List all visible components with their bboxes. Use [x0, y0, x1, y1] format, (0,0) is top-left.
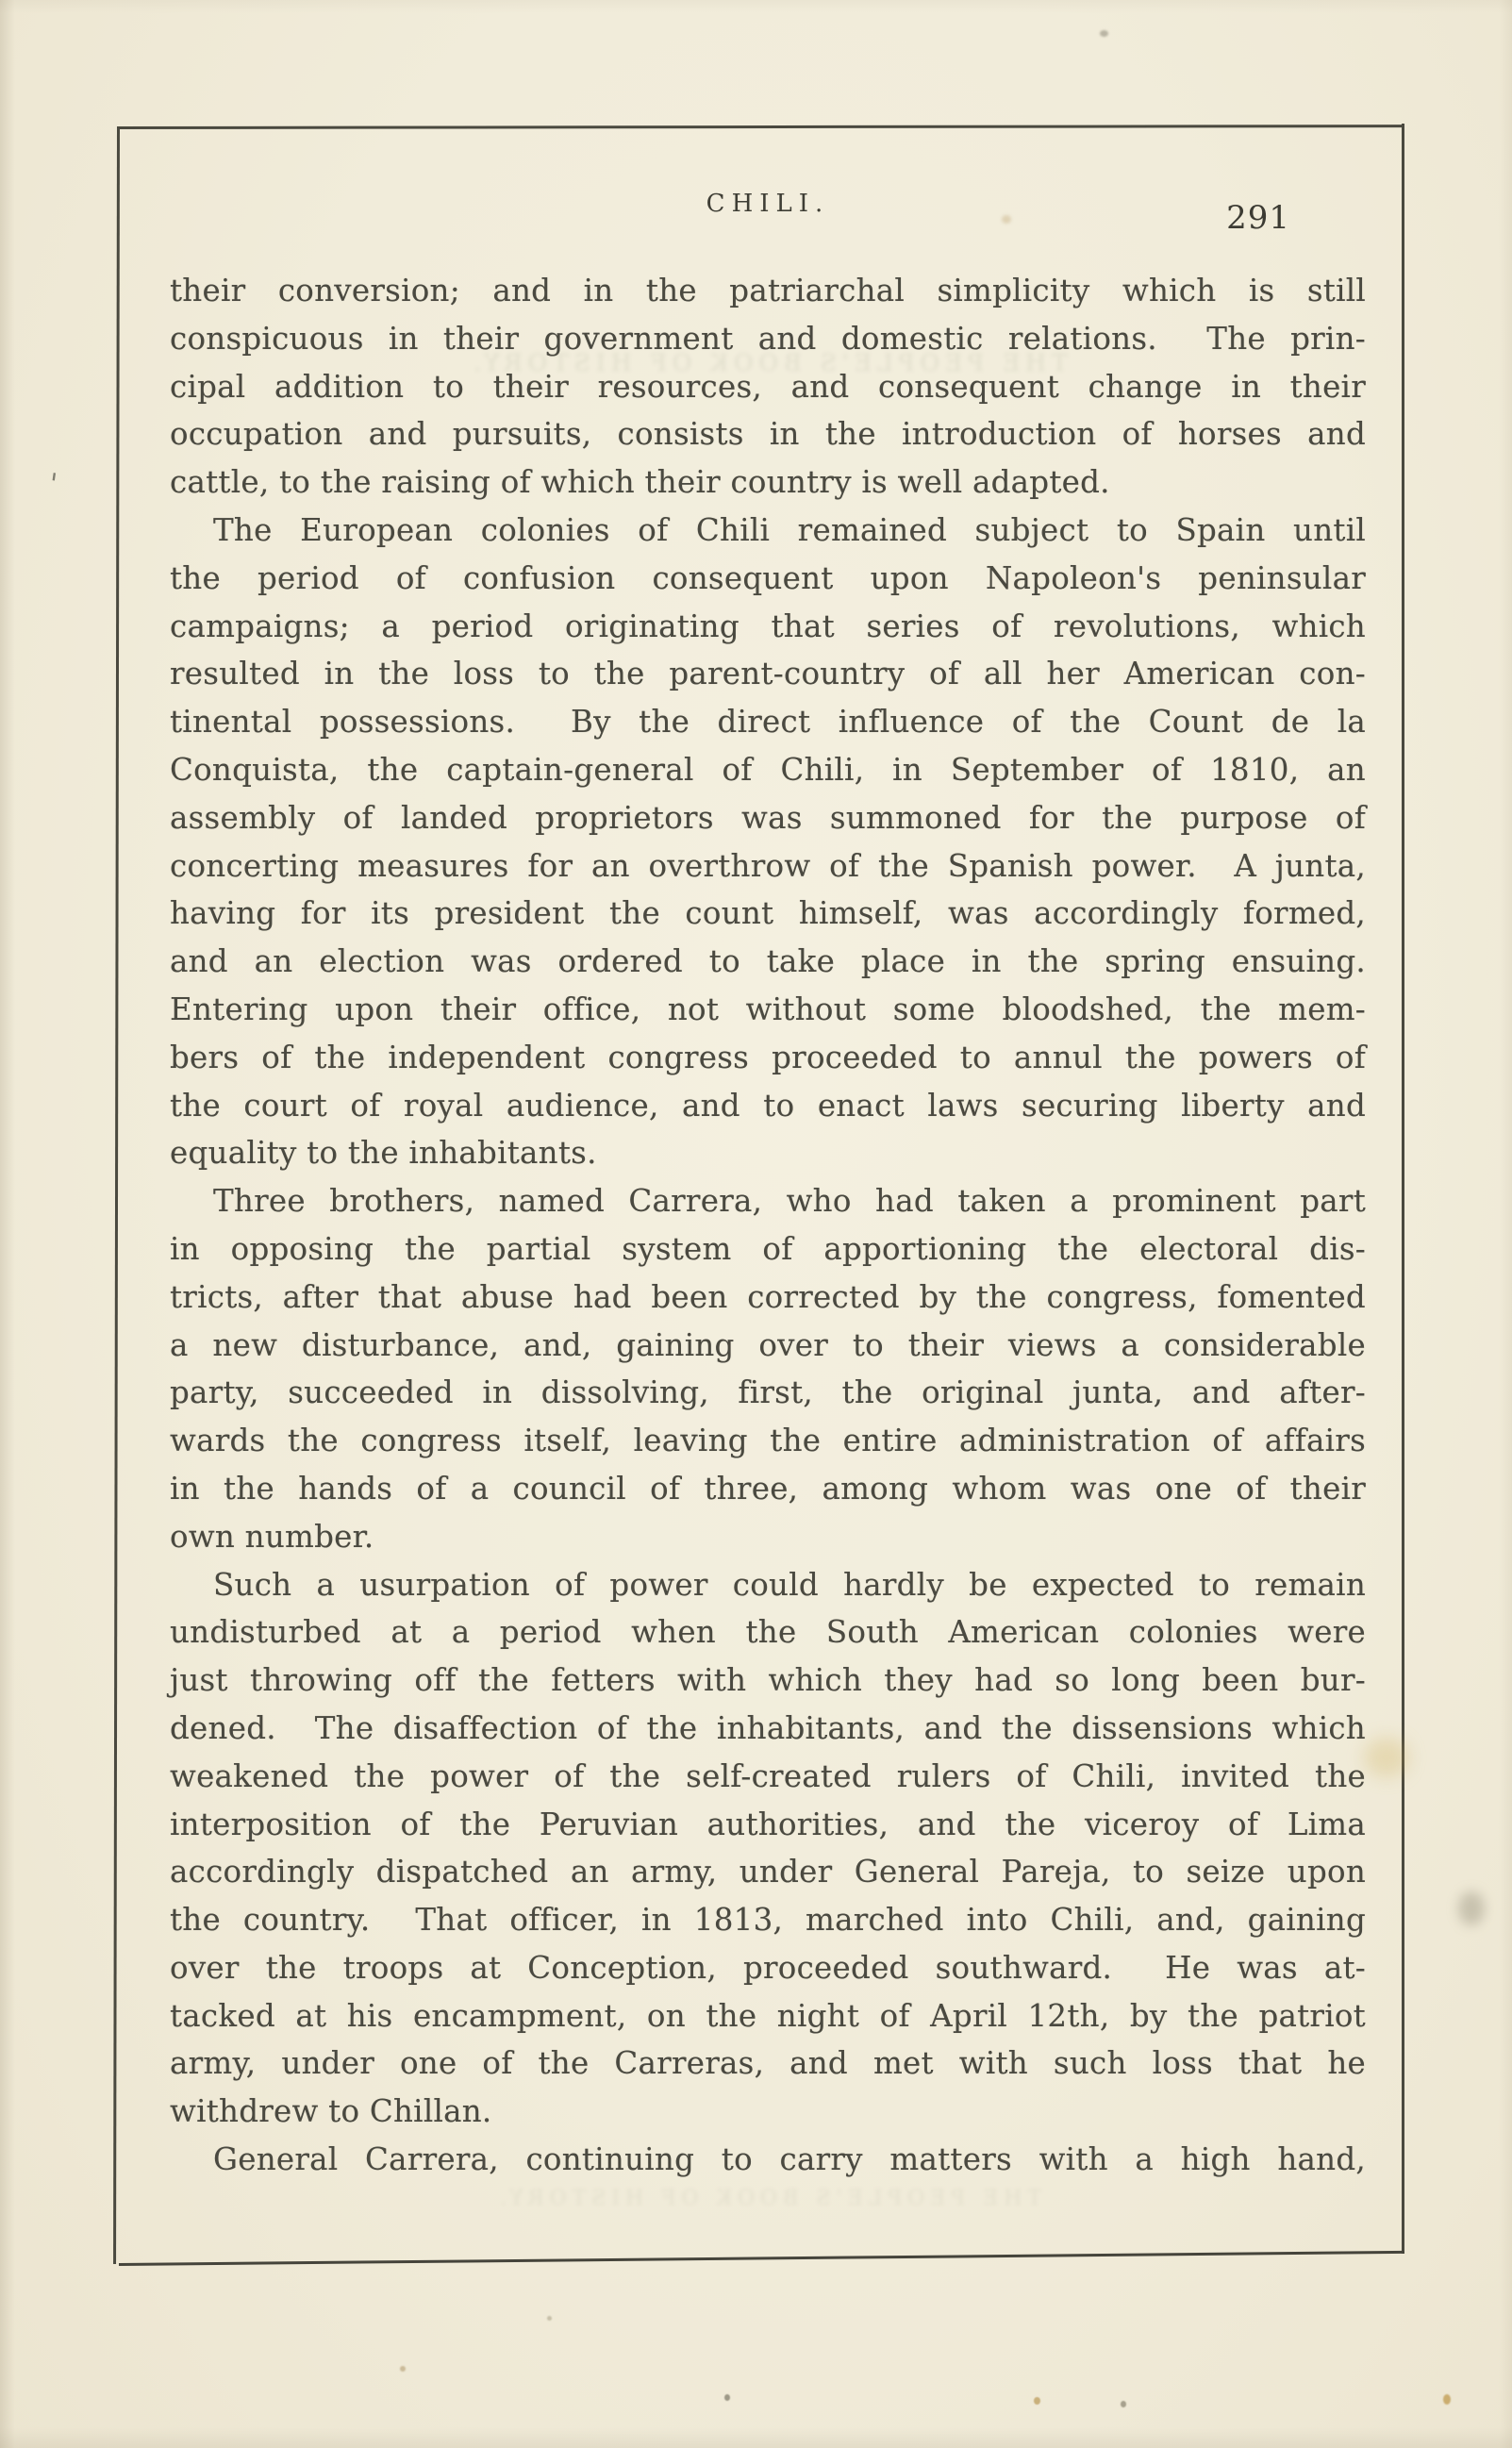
page-frame-top-rule — [117, 125, 1404, 129]
text-line-p2-l11: Entering upon their office, not without some bloodshed, the mem- — [170, 991, 1366, 1027]
text-line-p4-l12: withdrew to Chillan. — [170, 2093, 492, 2130]
text-line-p5-l1: General Carrera, continuing to carry matters with a high hand, — [213, 2141, 1366, 2178]
text-line-p4-l10: tacked at his encampment, on the night of April 12th, by the patriot — [170, 1997, 1366, 2034]
page-frame-left-rule — [113, 126, 120, 2264]
text-line-p2-l5: tinental possessions. By the direct influence of the Count de la — [170, 704, 1366, 741]
page-frame-right-rule — [1402, 124, 1404, 2254]
text-line-p4-l6: interposition of the Peruvian authorities, and the viceroy of Lima — [170, 1806, 1366, 1842]
text-line-p1-l3: cipal addition to their resources, and consequent change in their — [170, 368, 1366, 405]
text-line-p3-l1: Three brothers, named Carrera, who had taken a prominent part — [213, 1183, 1366, 1220]
text-line-p3-l7: in the hands of a council of three, among whom was one of their — [170, 1470, 1366, 1507]
text-line-p3-l6: wards the congress itself, leaving the entire administration of affairs — [170, 1423, 1366, 1459]
paper-speck — [1002, 215, 1011, 224]
text-line-p2-l7: assembly of landed proprietors was summoned for the purpose of — [170, 799, 1366, 836]
text-line-p2-l13: the court of royal audience, and to enact laws securing liberty and — [170, 1087, 1366, 1124]
text-line-p4-l7: accordingly dispatched an army, under General Pareja, to seize upon — [170, 1854, 1366, 1890]
text-line-p2-l12: bers of the independent congress proceeded to annul the powers of — [170, 1039, 1366, 1075]
text-line-p2-l1: The European colonies of Chili remained subject to Spain until — [213, 511, 1366, 548]
text-line-p4-l11: army, under one of the Carreras, and met with such loss that he — [170, 2045, 1366, 2082]
text-line-p4-l3: just throwing off the fetters with which they had so long been bur- — [170, 1662, 1366, 1699]
paper-speck — [724, 2394, 730, 2401]
paper-speck — [1121, 2401, 1126, 2407]
text-line-p1-l2: conspicuous in their government and domestic relations. The prin- — [170, 320, 1366, 357]
text-line-p1-l5: cattle, to the raising of which their country is well adapted. — [170, 464, 1110, 501]
text-line-p4-l1: Such a usurpation of power could hardly be expected to remain — [213, 1566, 1366, 1603]
paper-speck — [1034, 2397, 1040, 2405]
paper-speck — [547, 2316, 552, 2321]
text-line-p2-l14: equality to the inhabitants. — [170, 1135, 597, 1172]
paper-speck — [400, 2366, 406, 2372]
paper-speck — [1100, 30, 1108, 37]
page-number: 291 — [1226, 199, 1290, 237]
text-line-p3-l4: a new disturbance, and, gaining over to their views a considerable — [170, 1326, 1366, 1363]
text-line-p4-l2: undisturbed at a period when the South American colonies were — [170, 1614, 1366, 1651]
running-title: CHILI. — [706, 190, 830, 218]
text-line-p2-l9: having for its president the count himself, was accordingly formed, — [170, 895, 1366, 932]
text-line-p4-l8: the country. That officer, in 1813, marched into Chili, and, gaining — [170, 1902, 1366, 1939]
text-line-p2-l4: resulted in the loss to the parent-country of all her American con- — [170, 656, 1366, 692]
text-line-p3-l3: tricts, after that abuse had been corrected by the congress, fomented — [170, 1278, 1366, 1315]
text-line-p2-l3: campaigns; a period originating that series of revolutions, which — [170, 608, 1366, 644]
paper-stain — [1364, 1738, 1409, 1777]
text-line-p2-l10: and an election was ordered to take place in the spring ensuing. — [170, 943, 1366, 980]
text-line-p4-l4: dened. The disaffection of the inhabitants, and the dissensions which — [170, 1709, 1366, 1746]
bleed-through-text: THE PEOPLE'S BOOK OF HISTORY. — [494, 2187, 1041, 2210]
paper-smudge — [1458, 1891, 1485, 1925]
text-line-p4-l9: over the troops at Conception, proceeded southward. He was at- — [170, 1949, 1366, 1986]
text-line-p3-l2: in opposing the partial system of apportioning the electoral dis- — [170, 1230, 1366, 1267]
text-line-p2-l2: the period of confusion consequent upon Napoleon's peninsular — [170, 559, 1366, 596]
body-text — [170, 267, 1366, 2184]
bleed-through-text: THE PEOPLE'S BOOK OF HISTORY. — [468, 349, 1068, 376]
text-line-p2-l8: concerting measures for an overthrow of the Spanish power. A junta, — [170, 847, 1366, 884]
stray-ink-mark: ' — [46, 467, 59, 502]
text-line-p3-l5: party, succeeded in dissolving, first, the original junta, and after- — [170, 1374, 1366, 1411]
text-line-p4-l5: weakened the power of the self-created rulers of Chili, invited the — [170, 1757, 1366, 1794]
text-line-p1-l4: occupation and pursuits, consists in the introduction of horses and — [170, 416, 1366, 453]
page-frame-bottom-rule — [119, 2251, 1404, 2266]
text-line-p1-l1: their conversion; and in the patriarchal simplicity which is still — [170, 273, 1366, 308]
paper-speck — [1443, 2394, 1451, 2405]
text-line-p2-l6: Conquista, the captain-general of Chili, in September of 1810, an — [170, 751, 1366, 788]
text-line-p3-l8: own number. — [170, 1518, 374, 1555]
